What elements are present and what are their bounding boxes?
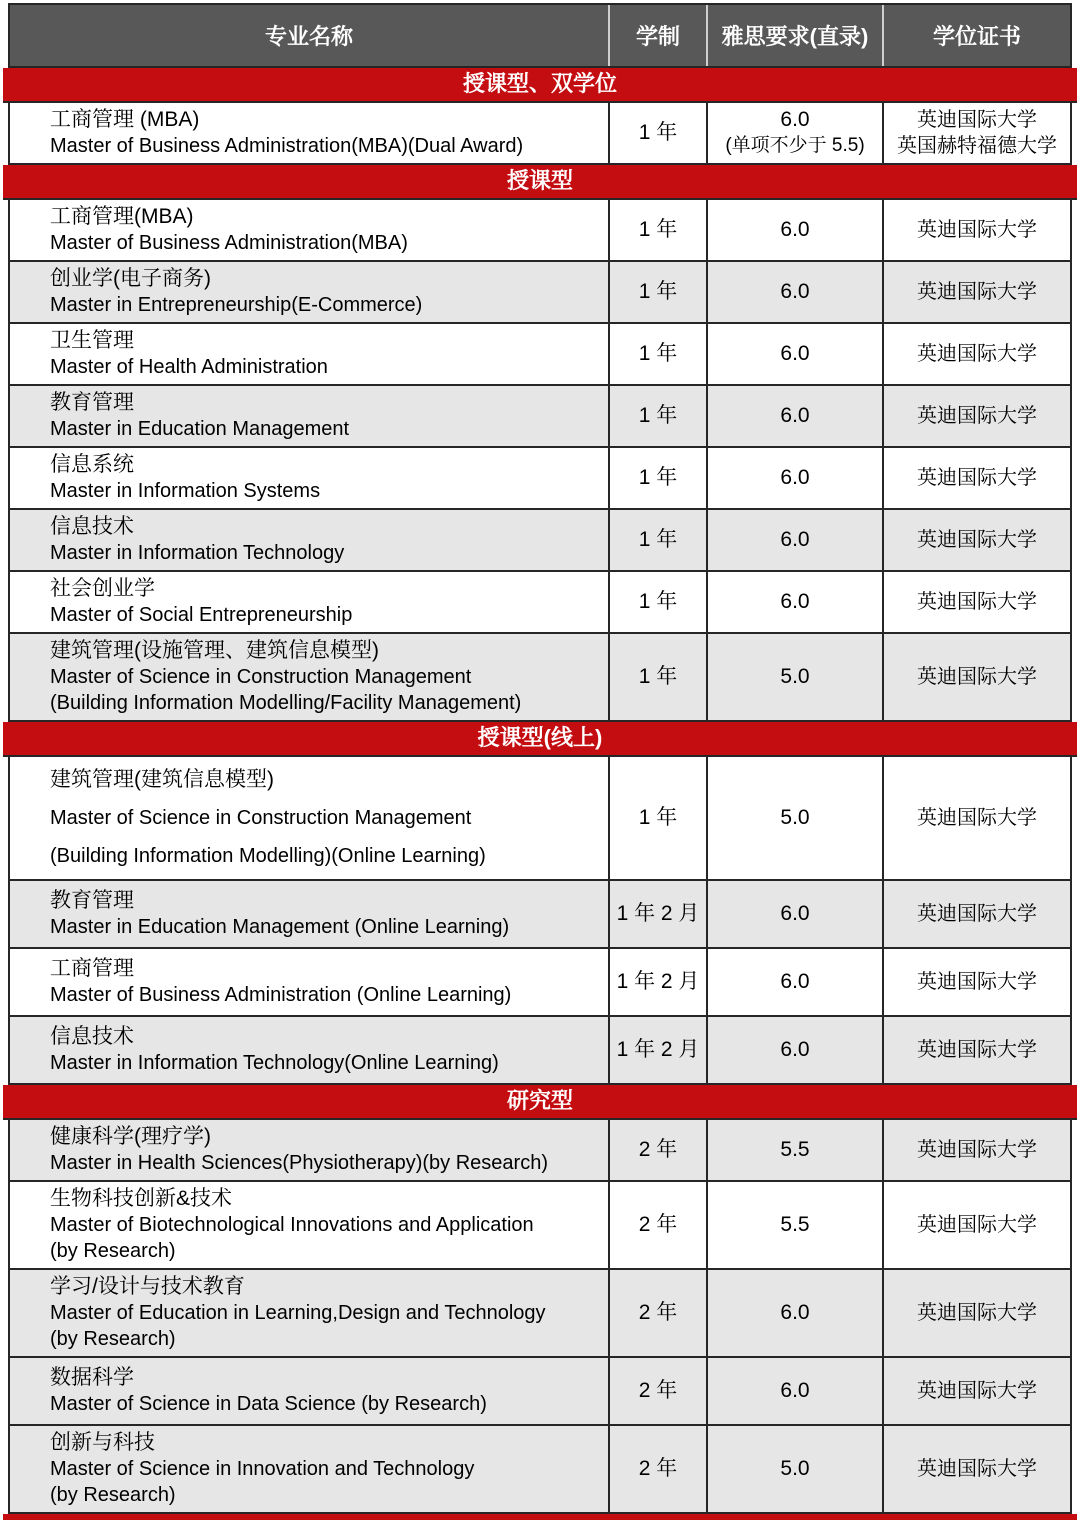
program-name-cell [10, 1120, 610, 1180]
duration-cell [610, 324, 708, 384]
program-name-zh: 信息技术 [50, 515, 134, 538]
program-name-zh: 卫生管理 [50, 329, 134, 352]
program-row [8, 200, 1072, 262]
ielts-value: 6.0 [780, 590, 810, 613]
program-name-en: Master in Information Technology(Online Learning) [50, 1052, 499, 1074]
duration-value: 1 年 [638, 806, 678, 829]
duration-value: 1 年 2 月 [616, 902, 700, 925]
ielts-cell [708, 510, 884, 570]
degree-value: 英迪国际大学 [917, 1139, 1037, 1161]
program-name-zh: 数据科学 [50, 1366, 134, 1389]
program-row [8, 881, 1072, 949]
degree-cell [884, 949, 1070, 1015]
degree-value: 英迪国际大学 [917, 1214, 1037, 1236]
ielts-value: 6.0 [780, 970, 810, 993]
program-name-en: (Building Information Modelling)(Online Learning) [50, 845, 486, 867]
duration-cell [610, 1358, 708, 1424]
program-name-en: Master of Science in Construction Management [50, 807, 472, 829]
program-name-en: Master of Science in Construction Management [50, 666, 472, 688]
duration-cell [610, 1182, 708, 1268]
program-row [8, 1426, 1072, 1514]
ielts-cell [708, 324, 884, 384]
program-name-cell [10, 634, 610, 720]
truncated-section-bar [3, 1514, 1077, 1520]
duration-value: 2 年 [638, 1379, 678, 1402]
program-name-zh: 工商管理(MBA) [50, 205, 194, 228]
program-row [8, 1017, 1072, 1085]
program-name-zh: 信息技术 [50, 1025, 134, 1048]
program-name-en: Master in Education Management (Online Learning) [50, 916, 510, 938]
program-name-en: Master of Business Administration (Online Learning) [50, 984, 512, 1006]
column-header-degree: 学位证书 [932, 24, 1021, 49]
program-name-cell [10, 1358, 610, 1424]
duration-cell [610, 448, 708, 508]
program-name-zh: 健康科学(理疗学) [50, 1125, 211, 1148]
program-name-cell [10, 262, 610, 322]
duration-cell [610, 103, 708, 163]
column-header-ielts: 雅思要求(直录) [708, 5, 884, 66]
program-name-en: Master of Social Entrepreneurship [50, 604, 353, 626]
degree-cell [884, 1017, 1070, 1083]
ielts-value: 6.0 [780, 466, 810, 489]
degree-value: 英迪国际大学 [917, 591, 1037, 613]
program-name-zh: 生物科技创新&技术 [50, 1187, 233, 1210]
program-name-en: Master of Business Administration(MBA) [50, 232, 408, 254]
ielts-cell [708, 949, 884, 1015]
ielts-cell [708, 1182, 884, 1268]
program-row [8, 324, 1072, 386]
degree-cell [884, 262, 1070, 322]
degree-value: 英迪国际大学 [917, 281, 1037, 303]
ielts-cell [708, 634, 884, 720]
degree-cell [884, 103, 1070, 163]
duration-cell [610, 1017, 708, 1083]
duration-value: 1 年 [638, 280, 678, 303]
ielts-cell [708, 881, 884, 947]
duration-value: 1 年 [638, 404, 678, 427]
program-row [8, 1182, 1072, 1270]
ielts-value: 6.0 [780, 1301, 810, 1324]
program-name-en: Master of Science in Innovation and Technology [50, 1458, 475, 1480]
duration-value: 2 年 [638, 1138, 678, 1161]
duration-cell [610, 757, 708, 879]
ielts-value: 6.0 [780, 1038, 810, 1061]
program-row [8, 1120, 1072, 1182]
degree-value: 英迪国际大学 [917, 1039, 1037, 1061]
degree-value: 英迪国际大学 [917, 529, 1037, 551]
program-name-cell [10, 1182, 610, 1268]
ielts-value: 6.0 [780, 218, 810, 241]
ielts-value: 6.0 [780, 902, 810, 925]
program-name-zh: 工商管理 [50, 957, 134, 980]
ielts-cell [708, 103, 884, 163]
ielts-value: 6.0 [780, 280, 810, 303]
program-row [8, 1358, 1072, 1426]
program-name-en: (by Research) [50, 1328, 176, 1350]
duration-value: 1 年 2 月 [616, 970, 700, 993]
program-name-zh: 信息系统 [50, 453, 134, 476]
table-header-row [8, 3, 1072, 68]
program-row [8, 103, 1072, 165]
ielts-value: 5.0 [780, 665, 810, 688]
duration-value: 1 年 [638, 121, 678, 144]
degree-value: 英迪国际大学 [917, 219, 1037, 241]
program-row [8, 386, 1072, 448]
program-name-zh: 学习/设计与技术教育 [50, 1275, 245, 1298]
degree-cell [884, 757, 1070, 879]
degree-value: 英迪国际大学 [917, 807, 1037, 829]
degree-value: 英迪国际大学 [917, 1458, 1037, 1480]
ielts-value: 6.0 [780, 528, 810, 551]
program-name-cell [10, 1017, 610, 1083]
column-header-program: 专业名称 [10, 5, 610, 66]
section-header-bar: 授课型、双学位 [3, 68, 1077, 103]
program-name-en: Master in Entrepreneurship(E-Commerce) [50, 294, 423, 316]
section-header-bar: 研究型 [3, 1085, 1077, 1120]
ielts-cell [708, 262, 884, 322]
degree-value: 英迪国际大学 [917, 903, 1037, 925]
program-name-zh: 建筑管理(设施管理、建筑信息模型) [50, 639, 379, 662]
section-header-bar: 授课型(线上) [3, 722, 1077, 757]
degree-value: 英迪国际大学 [917, 467, 1037, 489]
degree-cell [884, 1182, 1070, 1268]
degree-cell [884, 881, 1070, 947]
degree-value: 英迪国际大学 [917, 1302, 1037, 1324]
ielts-cell [708, 200, 884, 260]
program-name-en: (Building Information Modelling/Facility Management) [50, 692, 522, 714]
duration-cell [610, 1270, 708, 1356]
ielts-value: (单项不少于 5.5) [725, 135, 865, 156]
ielts-value: 5.0 [780, 806, 810, 829]
column-header-duration: 学制 [610, 5, 708, 66]
degree-value: 英迪国际大学 [917, 666, 1037, 688]
ielts-value: 6.0 [780, 404, 810, 427]
duration-cell [610, 1426, 708, 1512]
program-name-en: Master in Information Systems [50, 480, 321, 502]
program-name-en: (by Research) [50, 1240, 176, 1262]
program-name-en: Master in Health Sciences(Physiotherapy)(by Research) [50, 1152, 548, 1174]
ielts-value: 6.0 [780, 1379, 810, 1402]
duration-cell [610, 881, 708, 947]
duration-value: 1 年 [638, 218, 678, 241]
degree-cell [884, 1120, 1070, 1180]
duration-cell [610, 1120, 708, 1180]
duration-value: 1 年 [638, 665, 678, 688]
ielts-cell [708, 1270, 884, 1356]
ielts-value: 5.5 [780, 1138, 810, 1161]
program-row [8, 448, 1072, 510]
program-name-cell [10, 324, 610, 384]
degree-value: 英迪国际大学 [917, 343, 1037, 365]
degree-cell [884, 324, 1070, 384]
duration-value: 2 年 [638, 1457, 678, 1480]
duration-value: 1 年 2 月 [616, 1038, 700, 1061]
table-sections [0, 68, 1080, 1514]
program-name-cell [10, 572, 610, 632]
ielts-value: 5.5 [780, 1213, 810, 1236]
ielts-value: 5.0 [780, 1457, 810, 1480]
program-name-cell [10, 1270, 610, 1356]
program-name-cell [10, 1426, 610, 1512]
duration-cell [610, 949, 708, 1015]
section-header-bar: 授课型 [3, 165, 1077, 200]
program-name-zh: 建筑管理(建筑信息模型) [50, 768, 274, 791]
program-name-zh: 教育管理 [50, 889, 134, 912]
ielts-cell [708, 386, 884, 446]
program-name-en: Master in Information Technology [50, 542, 345, 564]
degree-value: 英国赫特福德大学 [897, 135, 1057, 157]
ielts-cell [708, 1017, 884, 1083]
duration-cell [610, 262, 708, 322]
degree-cell [884, 510, 1070, 570]
ielts-cell [708, 448, 884, 508]
duration-value: 1 年 [638, 342, 678, 365]
program-name-zh: 创业学(电子商务) [50, 267, 211, 290]
duration-value: 1 年 [638, 590, 678, 613]
program-row [8, 949, 1072, 1017]
degree-cell [884, 386, 1070, 446]
program-name-cell [10, 103, 610, 163]
program-name-cell [10, 510, 610, 570]
duration-cell [610, 634, 708, 720]
program-name-en: Master of Health Administration [50, 356, 328, 378]
program-name-zh: 工商管理 (MBA) [50, 108, 200, 131]
program-name-cell [10, 448, 610, 508]
program-name-cell [10, 949, 610, 1015]
program-name-zh: 社会创业学 [50, 577, 155, 600]
degree-value: 英迪国际大学 [917, 971, 1037, 993]
ielts-cell [708, 757, 884, 879]
degree-cell [884, 1426, 1070, 1512]
degree-cell [884, 634, 1070, 720]
degree-value: 英迪国际大学 [917, 109, 1037, 131]
program-name-en: Master of Biotechnological Innovations and Application [50, 1214, 534, 1236]
degree-value: 英迪国际大学 [917, 1380, 1037, 1402]
program-name-zh: 创新与科技 [50, 1431, 155, 1454]
program-row [8, 510, 1072, 572]
program-name-cell [10, 757, 610, 879]
program-row [8, 1270, 1072, 1358]
program-row [8, 634, 1072, 722]
program-name-cell [10, 386, 610, 446]
degree-cell [884, 1358, 1070, 1424]
duration-value: 1 年 [638, 528, 678, 551]
program-name-en: Master in Education Management [50, 418, 350, 440]
ielts-cell [708, 1426, 884, 1512]
degree-value: 英迪国际大学 [917, 405, 1037, 427]
degree-cell [884, 572, 1070, 632]
ielts-value: 6.0 [780, 342, 810, 365]
duration-cell [610, 572, 708, 632]
program-name-cell [10, 881, 610, 947]
duration-value: 2 年 [638, 1213, 678, 1236]
duration-cell [610, 510, 708, 570]
ielts-cell [708, 1120, 884, 1180]
program-row [8, 757, 1072, 881]
ielts-value: 6.0 [780, 108, 810, 131]
program-name-en: Master of Education in Learning,Design and Technology [50, 1302, 546, 1324]
program-name-en: Master of Business Administration(MBA)(Dual Award) [50, 135, 524, 157]
degree-cell [884, 1270, 1070, 1356]
program-row [8, 572, 1072, 634]
duration-cell [610, 200, 708, 260]
ielts-cell [708, 572, 884, 632]
duration-value: 2 年 [638, 1301, 678, 1324]
program-name-zh: 教育管理 [50, 391, 134, 414]
duration-cell [610, 386, 708, 446]
degree-cell [884, 448, 1070, 508]
program-name-en: (by Research) [50, 1484, 176, 1506]
program-name-en: Master of Science in Data Science (by Research) [50, 1393, 487, 1415]
program-row [8, 262, 1072, 324]
duration-value: 1 年 [638, 466, 678, 489]
program-name-cell [10, 200, 610, 260]
degree-cell [884, 200, 1070, 260]
ielts-cell [708, 1358, 884, 1424]
